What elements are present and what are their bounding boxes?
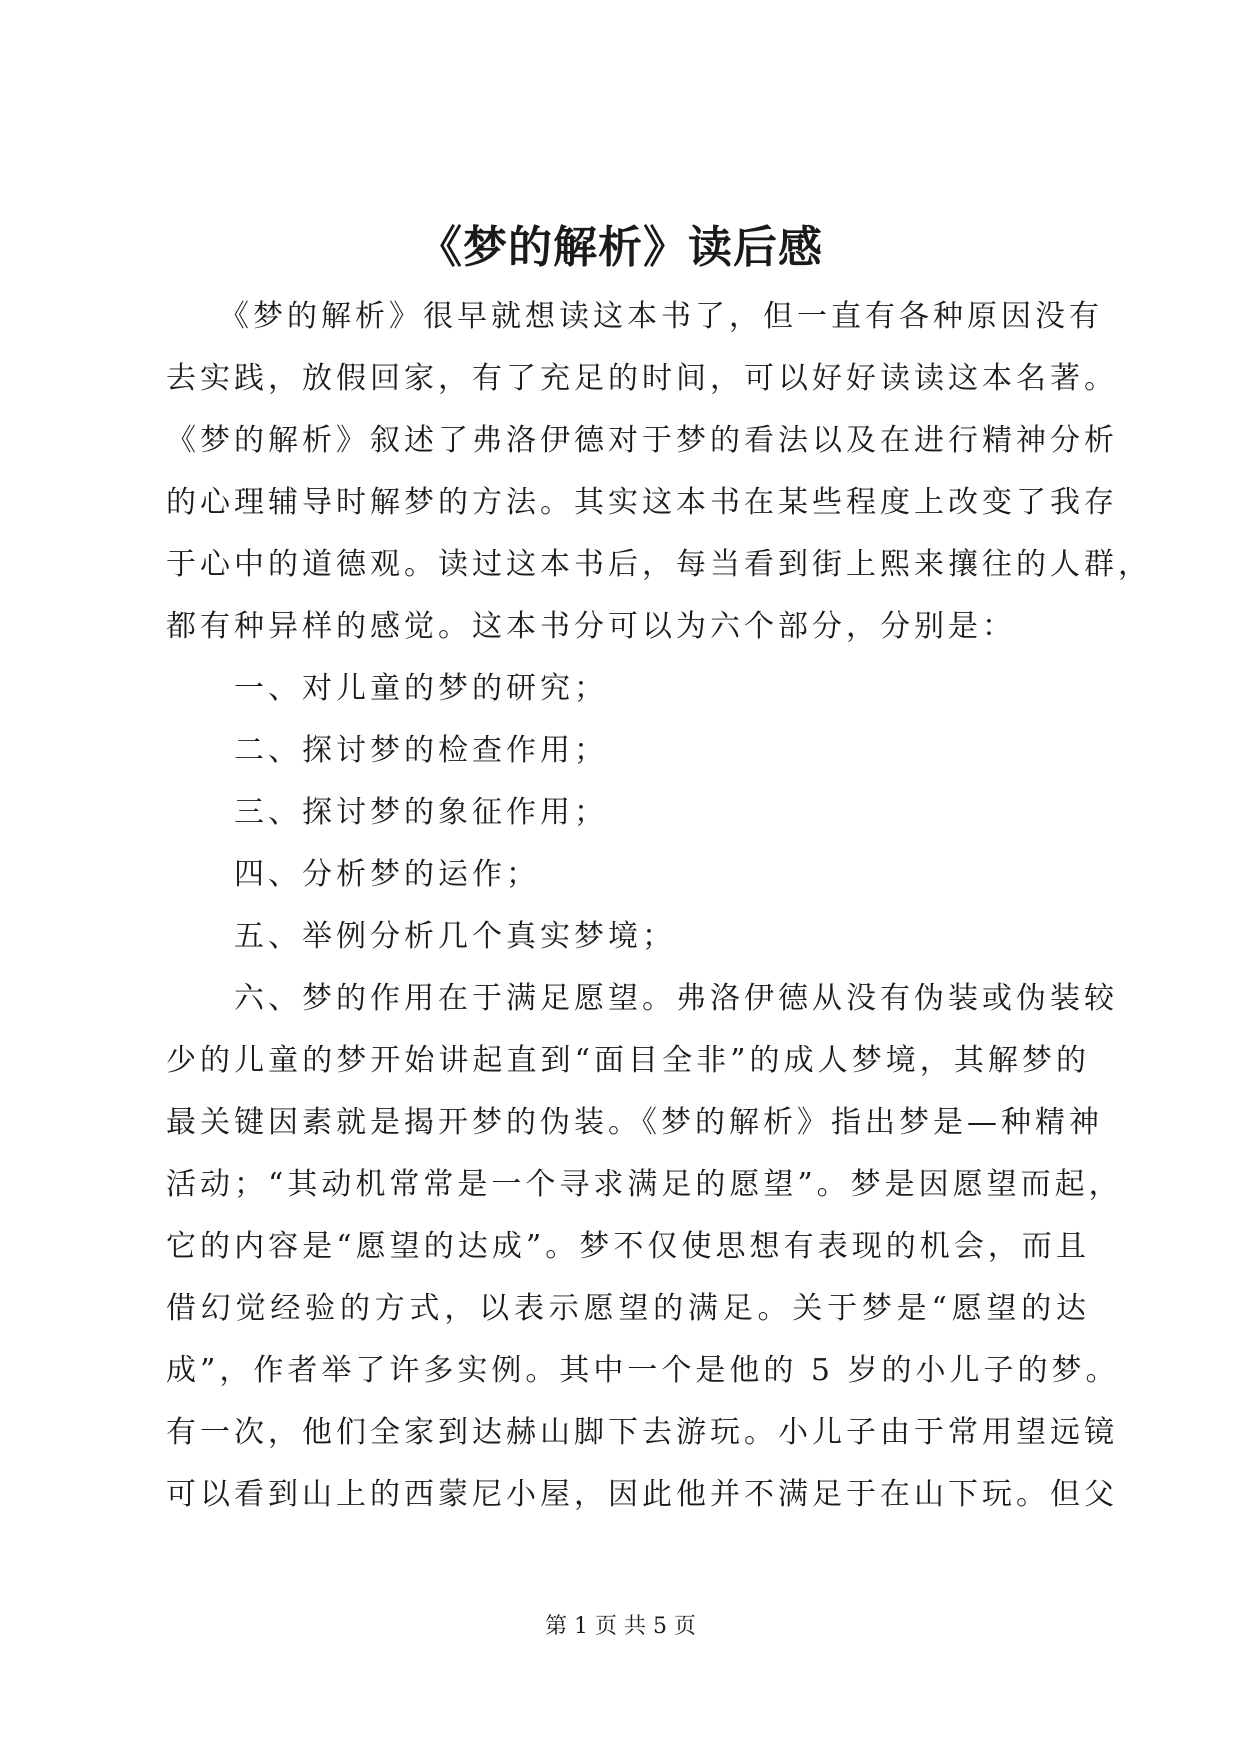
body-line: 成”，作者举了许多实例。其中一个是他的 5 岁的小儿子的梦。 [166, 1353, 1120, 1388]
body-line: 《梦的解析》叙述了弗洛伊德对于梦的看法以及在进行精神分析 [166, 423, 1118, 458]
document-body [166, 286, 1152, 1526]
list-item: 四、分析梦的运作； [166, 857, 540, 892]
body-line: 去实践，放假回家，有了充足的时间，可以好好读读这本名著。 [166, 361, 1118, 396]
body-line: 可以看到山上的西蒙尼小屋，因此他并不满足于在山下玩。但父 [166, 1477, 1118, 1512]
page-footer: 第 1 页 共 5 页 [545, 1614, 696, 1639]
body-line: 于心中的道德观。读过这本书后，每当看到街上熙来攘往的人群， [166, 547, 1152, 582]
body-line: 六、梦的作用在于满足愿望。弗洛伊德从没有伪装或伪装较 [166, 981, 1118, 1016]
list-item: 一、对儿童的梦的研究； [166, 671, 608, 706]
body-line: 活动；“其动机常常是一个寻求满足的愿望”。梦是因愿望而起， [166, 1167, 1123, 1202]
body-line: 都有种异样的感觉。这本书分可以为六个部分，分别是： [166, 609, 1016, 644]
document-title: 《梦的解析》读后感 [418, 222, 823, 273]
body-line: 有一次，他们全家到达赫山脚下去游玩。小儿子由于常用望远镜 [166, 1415, 1118, 1450]
body-line: 它的内容是“愿望的达成”。梦不仅使思想有表现的机会，而且 [166, 1229, 1090, 1264]
body-line: 最关键因素就是揭开梦的伪装。《梦的解析》指出梦是—种精神 [166, 1105, 1103, 1140]
list-item: 三、探讨梦的象征作用； [166, 795, 608, 830]
body-line: 《梦的解析》很早就想读这本书了，但一直有各种原因没有 [166, 299, 1103, 334]
list-item: 二、探讨梦的检查作用； [166, 733, 608, 768]
body-line: 借幻觉经验的方式，以表示愿望的满足。关于梦是“愿望的达 [166, 1291, 1090, 1326]
body-line: 少的儿童的梦开始讲起直到“面目全非”的成人梦境，其解梦的 [166, 1043, 1090, 1078]
body-line: 的心理辅导时解梦的方法。其实这本书在某些程度上改变了我存 [166, 485, 1118, 520]
list-item: 五、举例分析几个真实梦境； [166, 919, 676, 954]
